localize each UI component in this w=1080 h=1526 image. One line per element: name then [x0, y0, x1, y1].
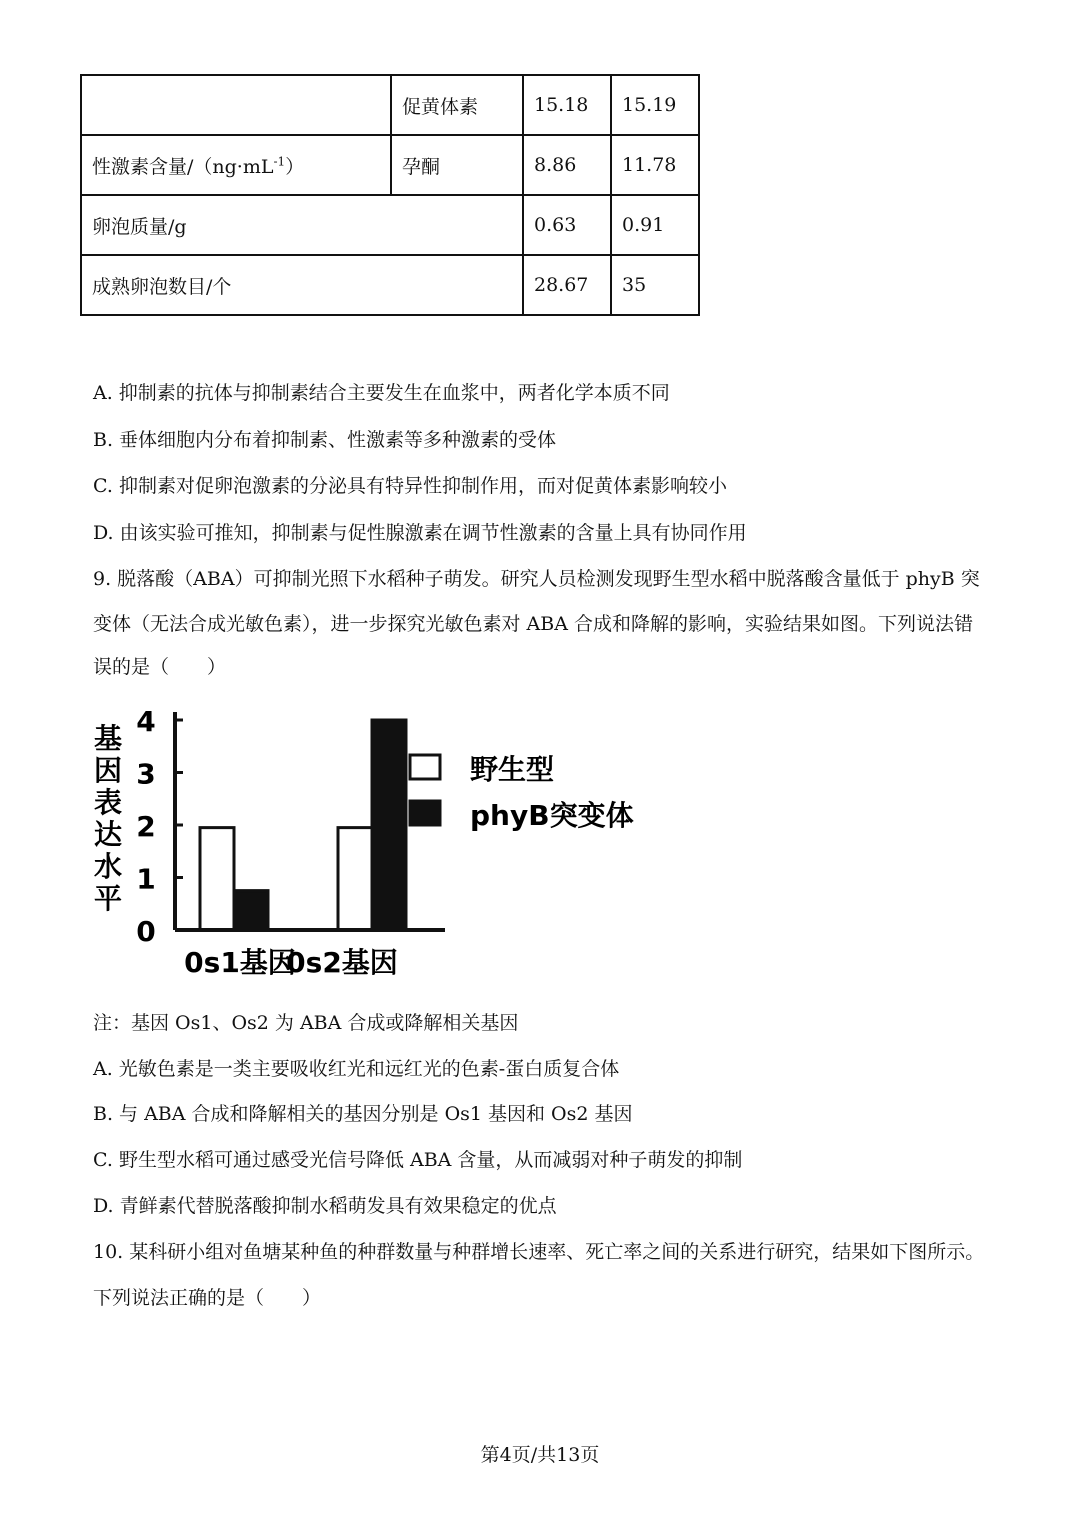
hormone-data-table	[80, 74, 700, 316]
legend-swatch	[410, 801, 440, 825]
x-tick-label: 0s2基因	[286, 946, 398, 979]
cell-sup: -1	[273, 154, 286, 169]
table-row	[81, 75, 699, 135]
y-axis-label	[94, 722, 122, 915]
bar	[200, 828, 234, 930]
page-number: 第4页/共13页	[480, 1444, 600, 1466]
cell-text: 性激素含量/（ng·mL	[92, 155, 274, 178]
q9-option-a: A. 光敏色素是一类主要吸收红光和远红光的色素-蛋白质复合体	[93, 1058, 620, 1080]
cell-text-end: ）	[285, 155, 305, 178]
table-cell: 成熟卵泡数目/个	[81, 255, 523, 315]
table-cell: 0.91	[611, 195, 699, 255]
table-cell	[81, 75, 391, 135]
table-cell: 11.78	[611, 135, 699, 195]
q8-option-b: B. 垂体细胞内分布着抑制素、性激素等多种激素的受体	[93, 429, 557, 451]
table-row	[81, 135, 699, 195]
legend-label: 野生型	[470, 753, 555, 786]
q10-stem-line1: 10. 某科研小组对鱼塘某种鱼的种群数量与种群增长速率、死亡率之间的关系进行研究，结果如下图所示。	[93, 1241, 985, 1263]
table-row	[81, 195, 699, 255]
q8-option-a: A. 抑制素的抗体与抑制素结合主要发生在血浆中，两者化学本质不同	[93, 382, 670, 404]
table-cell: 35	[611, 255, 699, 315]
q9-stem-line3: 误的是（ ）	[93, 656, 227, 678]
y-label-char: 基	[93, 722, 123, 755]
y-label-char: 水	[93, 850, 123, 883]
table-cell: 卵泡质量/g	[81, 195, 523, 255]
table-cell: 8.86	[523, 135, 611, 195]
table-cell: 促黄体素	[391, 75, 523, 135]
bar	[234, 891, 268, 930]
table-cell: 0.63	[523, 195, 611, 255]
x-axis-labels	[184, 946, 398, 979]
q9-note: 注：基因 Os1、Os2 为 ABA 合成或降解相关基因	[93, 1012, 519, 1034]
q9-stem-line1: 9. 脱落酸（ABA）可抑制光照下水稻种子萌发。研究人员检测发现野生型水稻中脱落酸含量低于 phyB 突	[93, 568, 980, 590]
q9-stem-line2: 变体（无法合成光敏色素），进一步探究光敏色素对 ABA 合成和降解的影响，实验结果如图。下列说法错	[93, 613, 973, 635]
y-tick-label: 0	[136, 915, 156, 948]
legend-label: phyB突变体	[470, 799, 634, 832]
y-label-char: 因	[93, 754, 123, 787]
legend-swatch	[410, 755, 440, 779]
y-tick-label: 3	[136, 757, 156, 791]
x-tick-label: 0s1基因	[184, 946, 296, 979]
table-cell: 孕酮	[391, 135, 523, 195]
y-tick-label: 1	[136, 862, 156, 896]
y-label-char: 达	[93, 818, 123, 851]
q9-option-c: C. 野生型水稻可通过感受光信号降低 ABA 含量，从而减弱对种子萌发的抑制	[93, 1149, 743, 1171]
table-cell	[81, 135, 391, 195]
bar-series	[200, 720, 406, 930]
table-row	[81, 255, 699, 315]
q9-option-d: D. 青鲜素代替脱落酸抑制水稻萌发具有效果稳定的优点	[93, 1195, 557, 1217]
chart-legend	[410, 753, 634, 832]
q8-option-d: D. 由该实验可推知，抑制素与促性腺激素在调节性激素的含量上具有协同作用	[93, 522, 747, 544]
y-label-char: 表	[93, 786, 123, 819]
table-cell: 15.18	[523, 75, 611, 135]
gene-expression-chart	[80, 700, 640, 990]
y-tick-label: 2	[136, 810, 156, 843]
q10-stem-line2: 下列说法正确的是（ ）	[93, 1287, 322, 1309]
y-tick-label: 4	[136, 705, 156, 738]
q8-option-c: C. 抑制素对促卵泡激素的分泌具有特异性抑制作用，而对促黄体素影响较小	[93, 475, 727, 497]
bar	[372, 720, 406, 930]
q9-option-b: B. 与 ABA 合成和降解相关的基因分别是 Os1 基因和 Os2 基因	[93, 1103, 633, 1125]
table-cell: 28.67	[523, 255, 611, 315]
bar	[338, 828, 372, 930]
table-cell: 15.19	[611, 75, 699, 135]
y-label-char: 平	[93, 882, 123, 915]
